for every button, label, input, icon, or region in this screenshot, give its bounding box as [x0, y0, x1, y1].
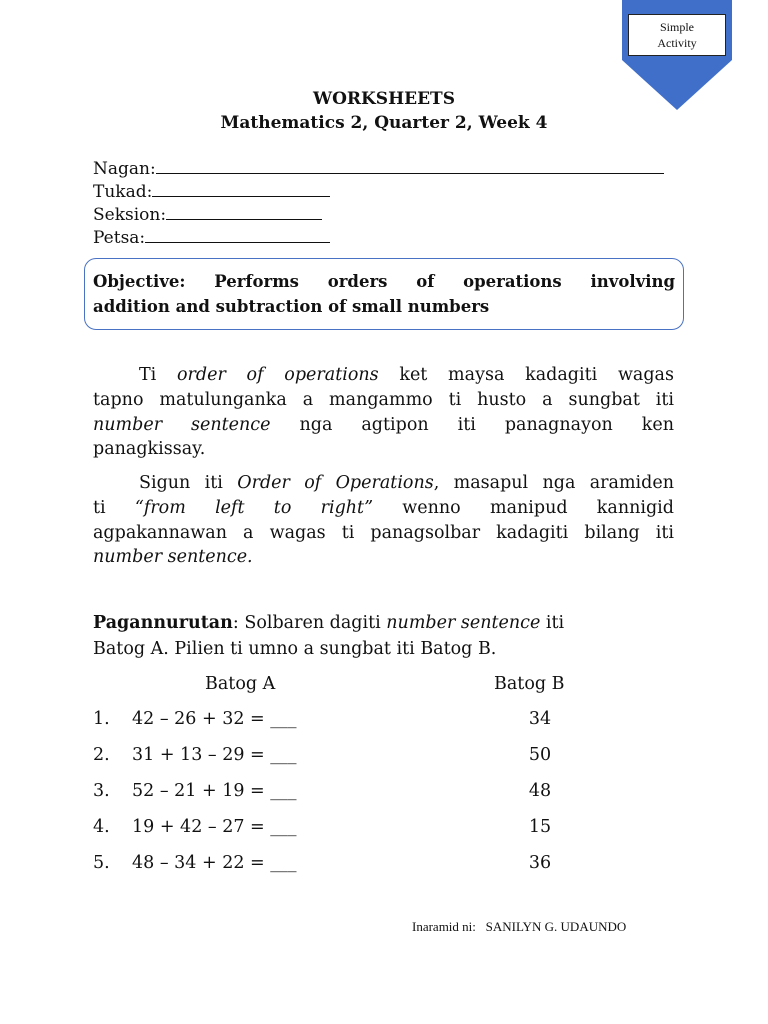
p2-text: ti	[93, 497, 135, 518]
item-expression[interactable]: 31 + 13 – 29 = ___	[132, 745, 297, 765]
item-answer-choice: 50	[528, 745, 552, 765]
p1-term: order of operations	[177, 365, 379, 385]
p1-text: Ti	[139, 365, 177, 385]
page-title: WORKSHEETS	[313, 89, 455, 109]
column-b-header: Batog B	[494, 674, 565, 694]
p1-line-3	[93, 413, 674, 438]
instructions-line-2: Batog A. Pilien ti umno a sungbat iti Batog B.	[93, 639, 497, 659]
item-expression[interactable]: 19 + 42 – 27 = ___	[132, 817, 297, 837]
p1-line-4: panagkissay.	[93, 439, 206, 460]
simple-activity-badge	[628, 14, 726, 56]
instructions-term: number sentence	[386, 613, 541, 633]
date-line[interactable]	[145, 226, 330, 243]
name-label: Nagan:	[93, 159, 156, 179]
objective-line-2: addition and subtraction of small numbers	[93, 297, 490, 316]
section-line[interactable]	[166, 203, 322, 220]
grade-line[interactable]	[152, 180, 330, 197]
exercise-item-1	[93, 709, 693, 729]
credit-name: SANILYN G. UDAUNDO	[485, 919, 627, 934]
p2-text: , masapul nga aramiden	[433, 473, 674, 493]
item-answer-choice: 36	[528, 853, 552, 873]
column-a-header: Batog A	[205, 674, 276, 694]
item-number: 2.	[93, 745, 110, 765]
p2-term: “from left to right”	[134, 497, 374, 518]
exercise-item-3	[93, 781, 693, 801]
date-field[interactable]	[93, 226, 330, 248]
exercise-item-5	[93, 853, 693, 873]
item-expression[interactable]: 42 – 26 + 32 = ___	[132, 709, 297, 729]
item-answer-choice: 34	[528, 709, 552, 729]
objective-box	[84, 258, 684, 330]
intro-paragraph-2	[93, 471, 674, 570]
section-field[interactable]	[93, 203, 322, 225]
p2-line-3: agpakannawan a wagas ti panagsolbar kadagiti bilang iti	[93, 522, 674, 543]
item-expression[interactable]: 52 – 21 + 19 = ___	[132, 781, 297, 801]
item-expression[interactable]: 48 – 34 + 22 = ___	[132, 853, 297, 873]
badge-line-2: Activity	[657, 36, 697, 50]
item-answer-choice: 48	[528, 781, 552, 801]
p2-line-2	[93, 496, 674, 521]
p1-line-2: tapno matulunganka a mangammo ti husto a sungbat iti	[93, 389, 674, 410]
page-subtitle: Mathematics 2, Quarter 2, Week 4	[220, 113, 548, 133]
p2-term: Order of Operations	[237, 473, 434, 493]
instructions-line-1	[93, 610, 564, 636]
section-label: Seksion:	[93, 205, 167, 225]
grade-label: Tukad:	[93, 182, 153, 202]
p1-term: number sentence	[93, 414, 271, 435]
name-field[interactable]	[93, 157, 664, 179]
instructions-heading: Pagannurutan	[93, 613, 233, 633]
item-answer-choice: 15	[528, 817, 552, 837]
instructions-text: : Solbaren dagiti	[232, 613, 387, 633]
name-line[interactable]	[156, 157, 664, 174]
credit-label: Inaramid ni:	[412, 919, 476, 934]
intro-paragraph-1	[93, 363, 674, 462]
p1-text: ket maysa kadagiti wagas	[378, 365, 674, 385]
item-number: 3.	[93, 781, 110, 801]
p1-line-1	[93, 363, 674, 388]
badge-line-1: Simple	[659, 20, 694, 34]
p2-text: wenno manipud kannigid	[373, 497, 674, 518]
instructions-text: iti	[540, 613, 565, 633]
p2-text: Sigun iti	[139, 473, 238, 493]
author-credit	[412, 919, 626, 935]
item-number: 1.	[93, 709, 110, 729]
exercise-item-2	[93, 745, 693, 765]
objective-line-1: Objective: Performs orders of operations involving	[93, 272, 675, 291]
date-label: Petsa:	[93, 228, 146, 248]
p2-line-4: number sentence.	[93, 547, 253, 568]
p2-line-1	[93, 471, 674, 496]
grade-field[interactable]	[93, 180, 330, 202]
item-number: 5.	[93, 853, 110, 873]
item-number: 4.	[93, 817, 110, 837]
p1-text: nga agtipon iti panagnayon ken	[270, 414, 674, 435]
exercise-item-4	[93, 817, 693, 837]
instructions	[93, 610, 564, 662]
